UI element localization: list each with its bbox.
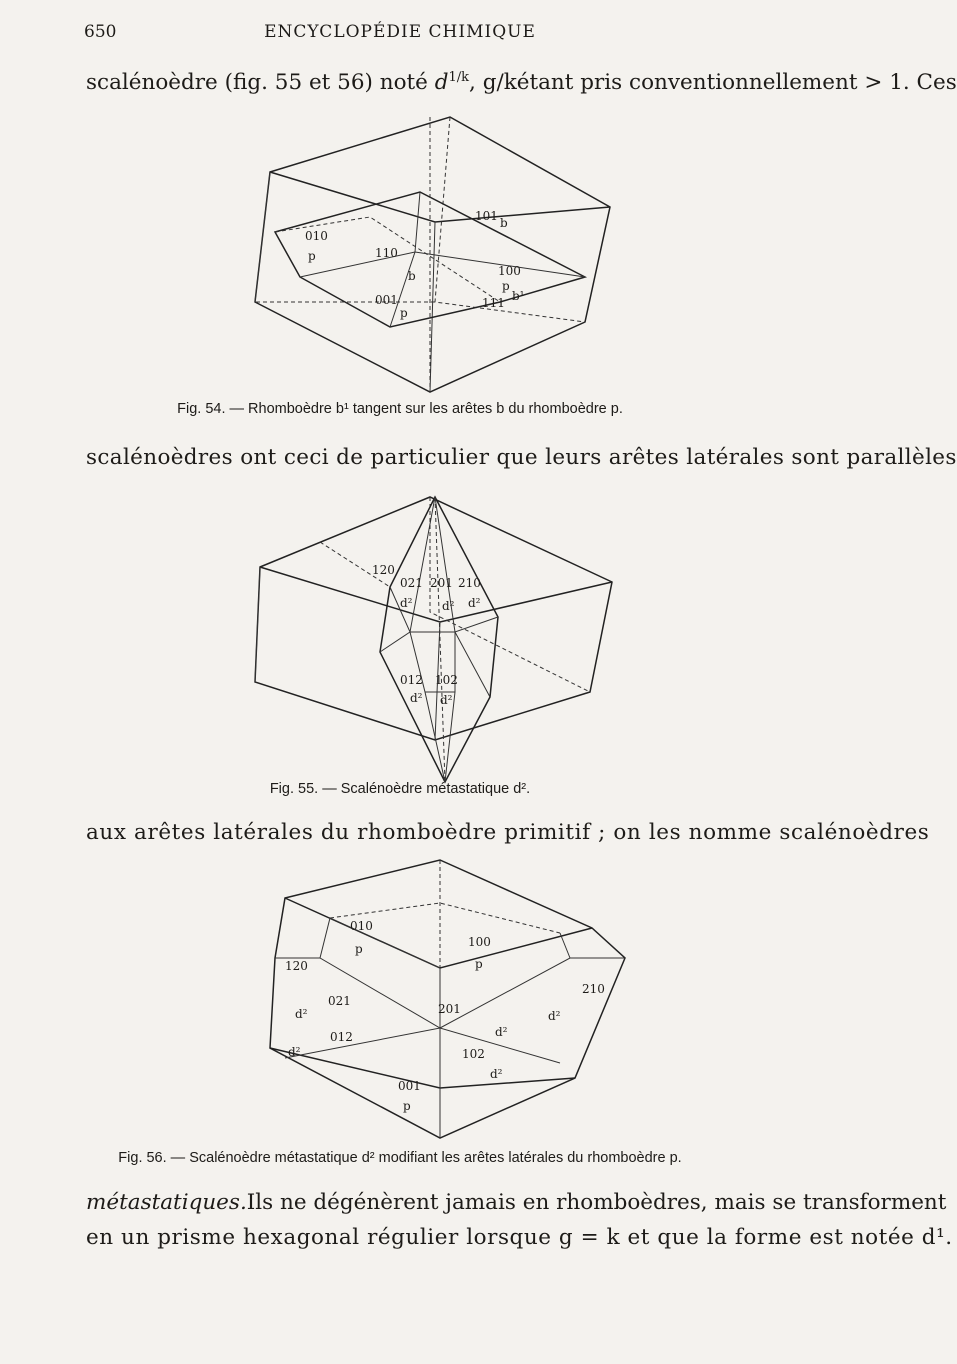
svg-text:d²: d² bbox=[548, 1009, 561, 1023]
text-line-1 bbox=[86, 70, 957, 95]
svg-text:b¹: b¹ bbox=[512, 289, 525, 303]
svg-text:120: 120 bbox=[285, 959, 308, 973]
svg-text:d²: d² bbox=[468, 596, 481, 610]
figure-54 bbox=[240, 112, 620, 397]
svg-text:d²: d² bbox=[295, 1007, 308, 1021]
svg-text:201: 201 bbox=[438, 1002, 461, 1016]
svg-text:p: p bbox=[502, 279, 510, 293]
fig55-rhombohedron bbox=[255, 497, 612, 740]
caption-fig-55: Fig. 55. — Scalénoèdre métastatique d². bbox=[269, 781, 531, 797]
svg-text:201: 201 bbox=[430, 576, 453, 590]
fig56-labels bbox=[285, 919, 605, 1113]
running-title: ENCYCLOPÉDIE CHIMIQUE bbox=[264, 22, 536, 42]
caption-fig-56: Fig. 56. — Scalénoèdre métastatique d² modifiant les arêtes latérales du rhomboèdre p. bbox=[118, 1150, 682, 1166]
svg-text:210: 210 bbox=[458, 576, 481, 590]
fig54-labels bbox=[305, 209, 525, 320]
svg-text:d²: d² bbox=[442, 599, 455, 613]
text-line-2: scalénoèdres ont ceci de particulier que leurs arêtes latérales sont parallèles bbox=[86, 445, 957, 470]
svg-text:021: 021 bbox=[328, 994, 351, 1008]
svg-text:b: b bbox=[408, 269, 416, 283]
text-line-3: aux arêtes latérales du rhomboèdre primitif ; on les nomme scalénoèdres bbox=[86, 820, 930, 845]
svg-text:p: p bbox=[400, 306, 408, 320]
svg-text:p: p bbox=[403, 1099, 411, 1113]
svg-text:101: 101 bbox=[475, 209, 498, 223]
svg-text:210: 210 bbox=[582, 982, 605, 996]
svg-text:111: 111 bbox=[482, 296, 505, 310]
svg-text:120: 120 bbox=[372, 563, 395, 577]
svg-text:012: 012 bbox=[400, 673, 423, 687]
svg-text:b: b bbox=[500, 216, 508, 230]
svg-text:110: 110 bbox=[375, 246, 398, 260]
svg-text:102: 102 bbox=[462, 1047, 485, 1061]
fig55-labels bbox=[372, 563, 481, 707]
page-number: 650 bbox=[84, 22, 117, 42]
svg-text:100: 100 bbox=[498, 264, 521, 278]
fig55-scalenohedron bbox=[320, 497, 498, 782]
text-line-4: métastatiques. Ils ne dégénèrent jamais en rhomboèdres, mais se transforment bbox=[86, 1190, 947, 1215]
svg-text:010: 010 bbox=[305, 229, 328, 243]
svg-text:102: 102 bbox=[435, 673, 458, 687]
fig56-outline bbox=[270, 860, 625, 1138]
figure-56 bbox=[240, 858, 635, 1143]
svg-text:001: 001 bbox=[375, 293, 398, 307]
svg-text:100: 100 bbox=[468, 935, 491, 949]
svg-text:d²: d² bbox=[440, 693, 453, 707]
svg-text:d²: d² bbox=[410, 691, 423, 705]
svg-text:012: 012 bbox=[330, 1030, 353, 1044]
line1-end: étant pris conventionnellement > 1. Ces bbox=[516, 70, 957, 95]
svg-text:d²: d² bbox=[495, 1025, 508, 1039]
svg-text:d²: d² bbox=[490, 1067, 503, 1081]
italic-term: métastatiques. bbox=[86, 1190, 247, 1215]
svg-text:d²: d² bbox=[400, 596, 413, 610]
svg-text:001: 001 bbox=[398, 1079, 421, 1093]
line1-start: scalénoèdre (fig. 55 et 56) noté $d^{1/k}$, g/k bbox=[86, 70, 517, 95]
svg-text:d²: d² bbox=[288, 1045, 301, 1059]
svg-text:p: p bbox=[308, 249, 316, 263]
svg-text:010: 010 bbox=[350, 919, 373, 933]
svg-text:p: p bbox=[355, 942, 363, 956]
caption-fig-54: Fig. 54. — Rhomboèdre b¹ tangent sur les arêtes b du rhomboèdre p. bbox=[177, 401, 623, 417]
figure-55 bbox=[250, 492, 620, 792]
svg-text:021: 021 bbox=[400, 576, 423, 590]
text-line-5: en un prisme hexagonal régulier lorsque g = k et que la forme est notée d¹. bbox=[86, 1225, 953, 1250]
svg-text:p: p bbox=[475, 957, 483, 971]
